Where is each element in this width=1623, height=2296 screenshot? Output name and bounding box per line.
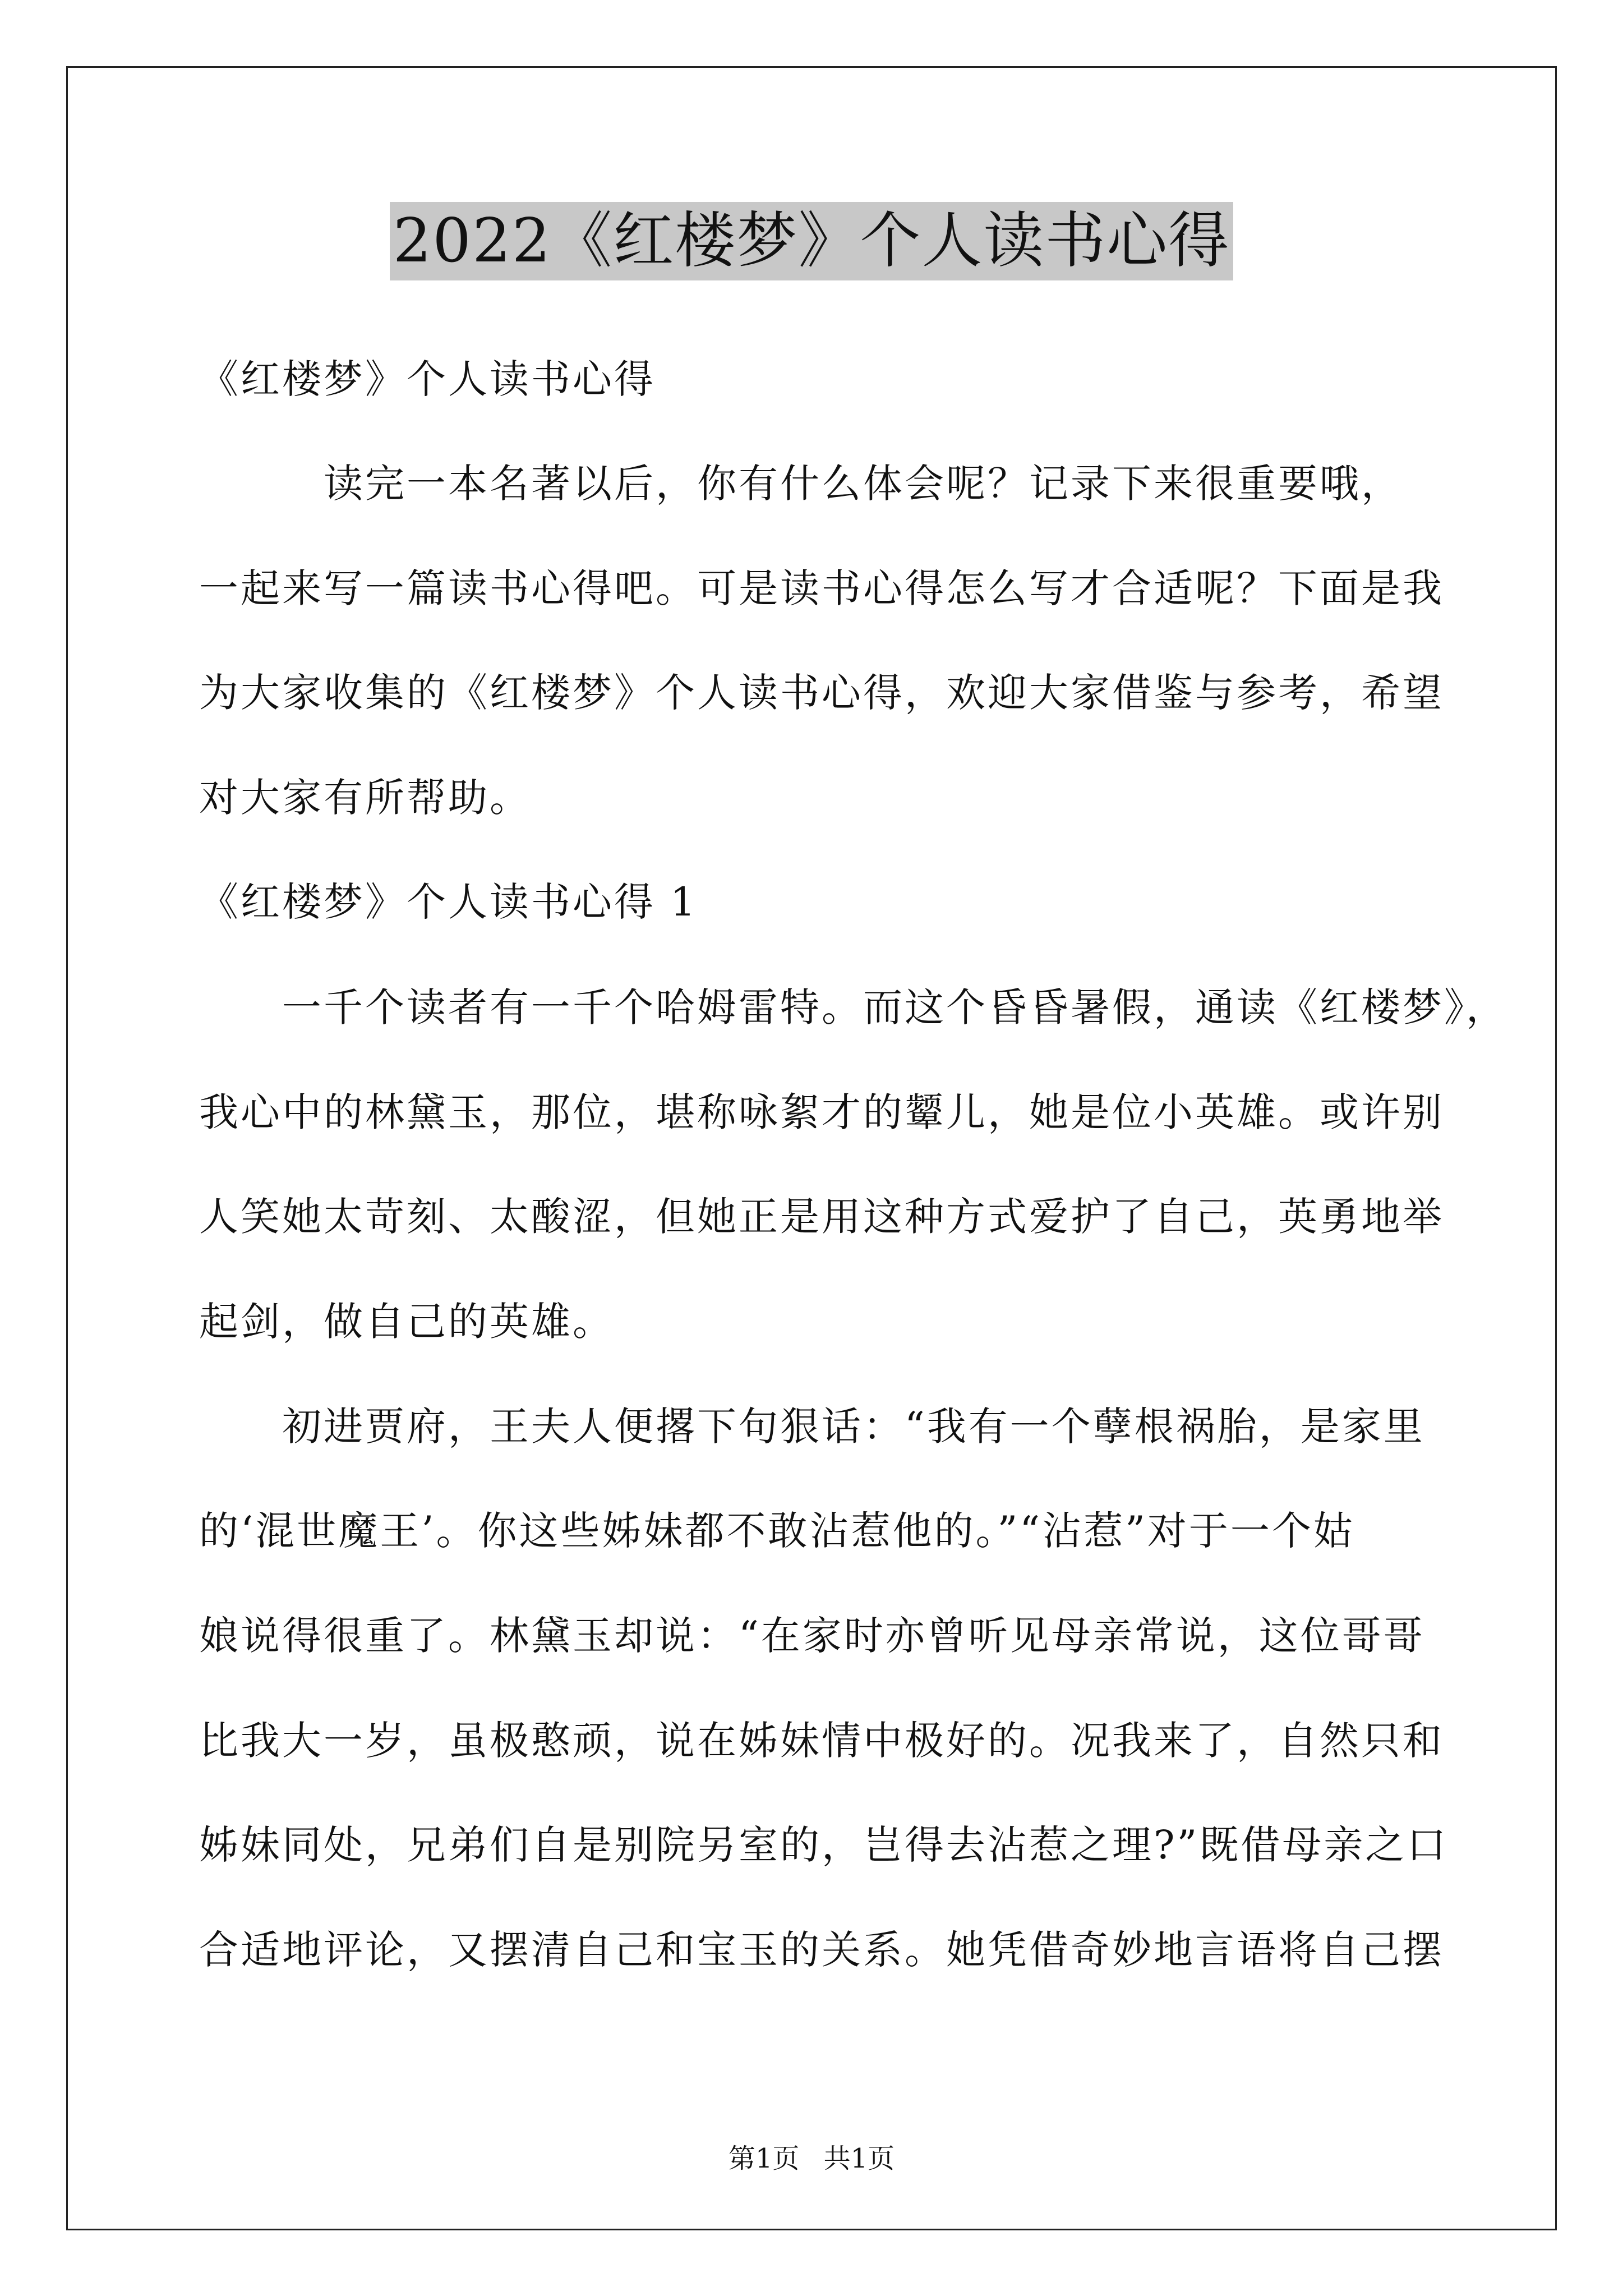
text-line: 起剑，做自己的英雄。 xyxy=(199,1299,614,1345)
text-line: 娘说得很重了。林黛玉却说：“在家时亦曾听见母亲常说，这位哥哥 xyxy=(199,1613,1425,1659)
text-line: 一千个读者有一千个哈姆雷特。而这个昏昏暑假，通读《红楼梦》， xyxy=(199,984,1507,1030)
text-line: 初进贾府，王夫人便撂下句狠话：“我有一个孽根祸胎，是家里 xyxy=(199,1404,1425,1450)
page-number: 第1页 xyxy=(728,2143,800,2174)
page-total: 共1页 xyxy=(823,2143,895,2174)
text-line: 《红楼梦》个人读书心得 xyxy=(199,356,656,402)
text-line: 人笑她太苛刻、太酸涩，但她正是用这种方式爱护了自己，英勇地举 xyxy=(199,1194,1444,1240)
text-line: 为大家收集的《红楼梦》个人读书心得，欢迎大家借鉴与参考，希望 xyxy=(199,670,1444,716)
text-line: 比我大一岁，虽极憨顽，说在姊妹情中极好的。况我来了，自然只和 xyxy=(199,1718,1444,1764)
text-line: 的‘混世魔王’。你这些姊妹都不敢沾惹他的。”“沾惹”对于一个姑 xyxy=(199,1508,1355,1554)
text-line: 《红楼梦》个人读书心得 1 xyxy=(199,879,698,925)
text-line: 对大家有所帮助。 xyxy=(199,775,531,821)
page-footer xyxy=(0,2142,1623,2175)
text-line: 读完一本名著以后，你有什么体会呢？记录下来很重要哦， xyxy=(199,461,1403,507)
title-container xyxy=(0,202,1623,280)
text-line: 我心中的林黛玉，那位，堪称咏絮才的颦儿，她是位小英雄。或许别 xyxy=(199,1089,1444,1135)
document-title: 2022《红楼梦》个人读书心得 xyxy=(390,202,1234,280)
text-line: 一起来写一篇读书心得吧。可是读书心得怎么写才合适呢？下面是我 xyxy=(199,565,1444,611)
text-line: 合适地评论，又摆清自己和宝玉的关系。她凭借奇妙地言语将自己摆 xyxy=(199,1927,1444,1973)
text-line: 姊妹同处，兄弟们自是别院另室的，岂得去沾惹之理?”既借母亲之口 xyxy=(199,1822,1449,1868)
